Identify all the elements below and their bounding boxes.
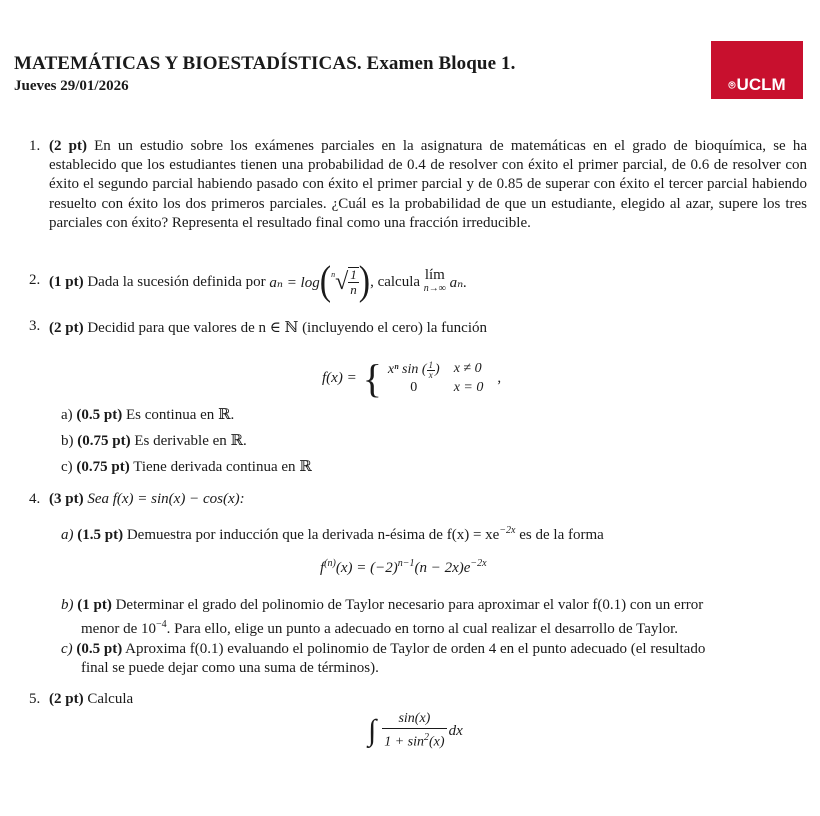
integrand: [382, 710, 446, 752]
formula-b: (x) = (−2): [335, 560, 398, 576]
question-number: 5.: [29, 691, 41, 707]
question-number: 2.: [29, 272, 41, 288]
item-sup: −4: [155, 619, 167, 631]
nth-root: [331, 267, 359, 297]
statement: Calcula: [87, 691, 134, 707]
case1-frac: [427, 361, 436, 380]
integral-icon: ∫: [368, 714, 377, 747]
formula-c: (n − 2x)e: [414, 560, 471, 576]
q4-item-b: [61, 596, 703, 639]
formula-sup3: −2x: [470, 558, 487, 569]
item-exponent: −2x: [499, 525, 516, 536]
item-label: b): [61, 433, 74, 449]
item-points: (0.5 pt): [76, 407, 123, 423]
formula-sup2: n−1: [397, 558, 415, 569]
item-text: Demuestra por inducción que la derivada n-ésima de f(x) = xe: [126, 527, 500, 543]
item-label: c): [61, 641, 73, 657]
radical-icon: √: [335, 268, 349, 295]
points: (3 pt): [49, 491, 84, 507]
item-text: Determinar el grado del polinomio de Taylor necesario para aproximar el valor f(0.1) con un error: [115, 597, 704, 613]
points: (2 pt): [49, 138, 87, 154]
item-label: a): [61, 407, 73, 423]
item-label: c): [61, 459, 73, 475]
piecewise-function: [322, 352, 501, 404]
lim-label: lím: [424, 267, 445, 283]
item-points: (0.75 pt): [76, 459, 130, 475]
question-text: [49, 691, 133, 708]
limit: [424, 269, 446, 295]
q3-item-a: [61, 406, 234, 425]
dx: dx: [448, 722, 463, 739]
root-index: n: [331, 269, 336, 279]
item-text: Es derivable en ℝ.: [134, 433, 247, 449]
case2-cond: x = 0: [453, 379, 484, 395]
uclm-logo: [711, 41, 803, 99]
q4-formula: [320, 558, 487, 577]
den-sup: 2: [424, 732, 430, 744]
points: (1 pt): [49, 273, 84, 290]
integrand-num: sin(x): [382, 710, 446, 729]
question-number: 3.: [29, 318, 41, 334]
statement: Decidid para que valores de n ∈ ℕ (incluyendo el cero) la función: [87, 320, 487, 336]
statement: En un estudio sobre los exámenes parciales en la asignatura de matemáticas en el grado de bioquímica, se ha establecido que los estudiantes tienen una probabilidad de 0.4 de resolver con éxito el primer parcial, de 0.6 de resolver con éxito el segundo parcial habiendo pasado con éxito el primer parcial y de 0.85 de superar con éxito el tercer parcial habiendo resuelto con éxito los dos primeros parciales. ¿Cuál es la probabilidad de que un estudiante, elegido al azar, supere los tres parciales con éxito? Representa el resultado final como una fracción irreducible.: [49, 138, 807, 231]
frac-den: x: [428, 369, 433, 380]
q3-item-b: [61, 432, 247, 451]
item-points: (0.5 pt): [76, 641, 123, 657]
frac-num: 1: [428, 359, 434, 370]
question-2: [0, 258, 820, 306]
q3-item-c: [61, 458, 312, 477]
case1-cond: x ≠ 0: [453, 360, 482, 376]
points: (2 pt): [49, 320, 84, 336]
question-text: [49, 318, 487, 337]
item-text-2: final se puede dejar como una suma de términos).: [81, 660, 379, 677]
trail: ,: [497, 369, 502, 386]
question-number: 4.: [29, 491, 41, 507]
uclm-emblem-icon: ⌾: [728, 78, 736, 92]
exam-date: Jueves 29/01/2026: [14, 78, 129, 94]
item-text: Es continua en ℝ.: [125, 407, 235, 423]
fx-label: f(x) =: [322, 369, 357, 386]
frac-num: 1: [350, 267, 357, 282]
paren-left: (: [319, 259, 332, 304]
item-points: (0.75 pt): [77, 433, 131, 449]
q4-item-c: [61, 640, 705, 678]
lim-arg: aₙ.: [449, 274, 468, 291]
case1-text: xⁿ sin: [387, 362, 419, 377]
item-points: (1 pt): [77, 597, 112, 613]
item-text-tail: es de la forma: [519, 527, 604, 543]
item-label: b): [61, 597, 74, 613]
statement: Sea f(x) = sin(x) − cos(x):: [87, 491, 245, 507]
root-fraction: [348, 267, 359, 297]
brace-icon: {: [362, 355, 382, 401]
q4-item-a: [61, 521, 604, 545]
sequence-expr: aₙ = log: [269, 274, 320, 291]
integrand-den: [382, 729, 446, 752]
item-points: (1.5 pt): [77, 527, 124, 543]
points: (2 pt): [49, 691, 84, 707]
statement: Dada la sucesión definida por: [87, 273, 266, 290]
question-number: 1.: [29, 138, 41, 154]
question-text: [49, 137, 807, 233]
statement-tail: , calcula: [370, 273, 421, 290]
question-text: [49, 491, 245, 508]
formula-sup: (n): [324, 558, 336, 569]
exam-title: MATEMÁTICAS Y BIOESTADÍSTICAS. Examen Bloque 1.: [14, 53, 516, 74]
item-label: a): [61, 527, 74, 543]
paren-right: ): [358, 259, 371, 304]
item-text: Aproxima f(0.1) evaluando el polinomio de Taylor de orden 4 en el punto adecuado (el resultado: [125, 641, 706, 657]
integral-expr: [368, 706, 463, 756]
case2-expr: 0: [410, 379, 418, 395]
case1-expr: xⁿ sin ( $\frac{1}{x}$ ): [387, 359, 440, 380]
den-tail: (x): [429, 734, 445, 750]
den-text: 1 + sin: [384, 734, 425, 750]
logo-text: UCLM: [736, 75, 786, 94]
item-text-2b: . Para ello, elige un punto a adecuado en torno al cual realizar el desarrollo de Taylor.: [166, 621, 679, 638]
question-text: [49, 258, 467, 306]
formula-f: f: [320, 560, 325, 576]
cases: [388, 361, 483, 396]
frac-den: n: [350, 282, 357, 297]
lim-sub: n→∞: [423, 283, 446, 294]
item-text-2a: menor de 10: [81, 621, 156, 638]
item-text: Tiene derivada continua en ℝ: [133, 459, 312, 475]
